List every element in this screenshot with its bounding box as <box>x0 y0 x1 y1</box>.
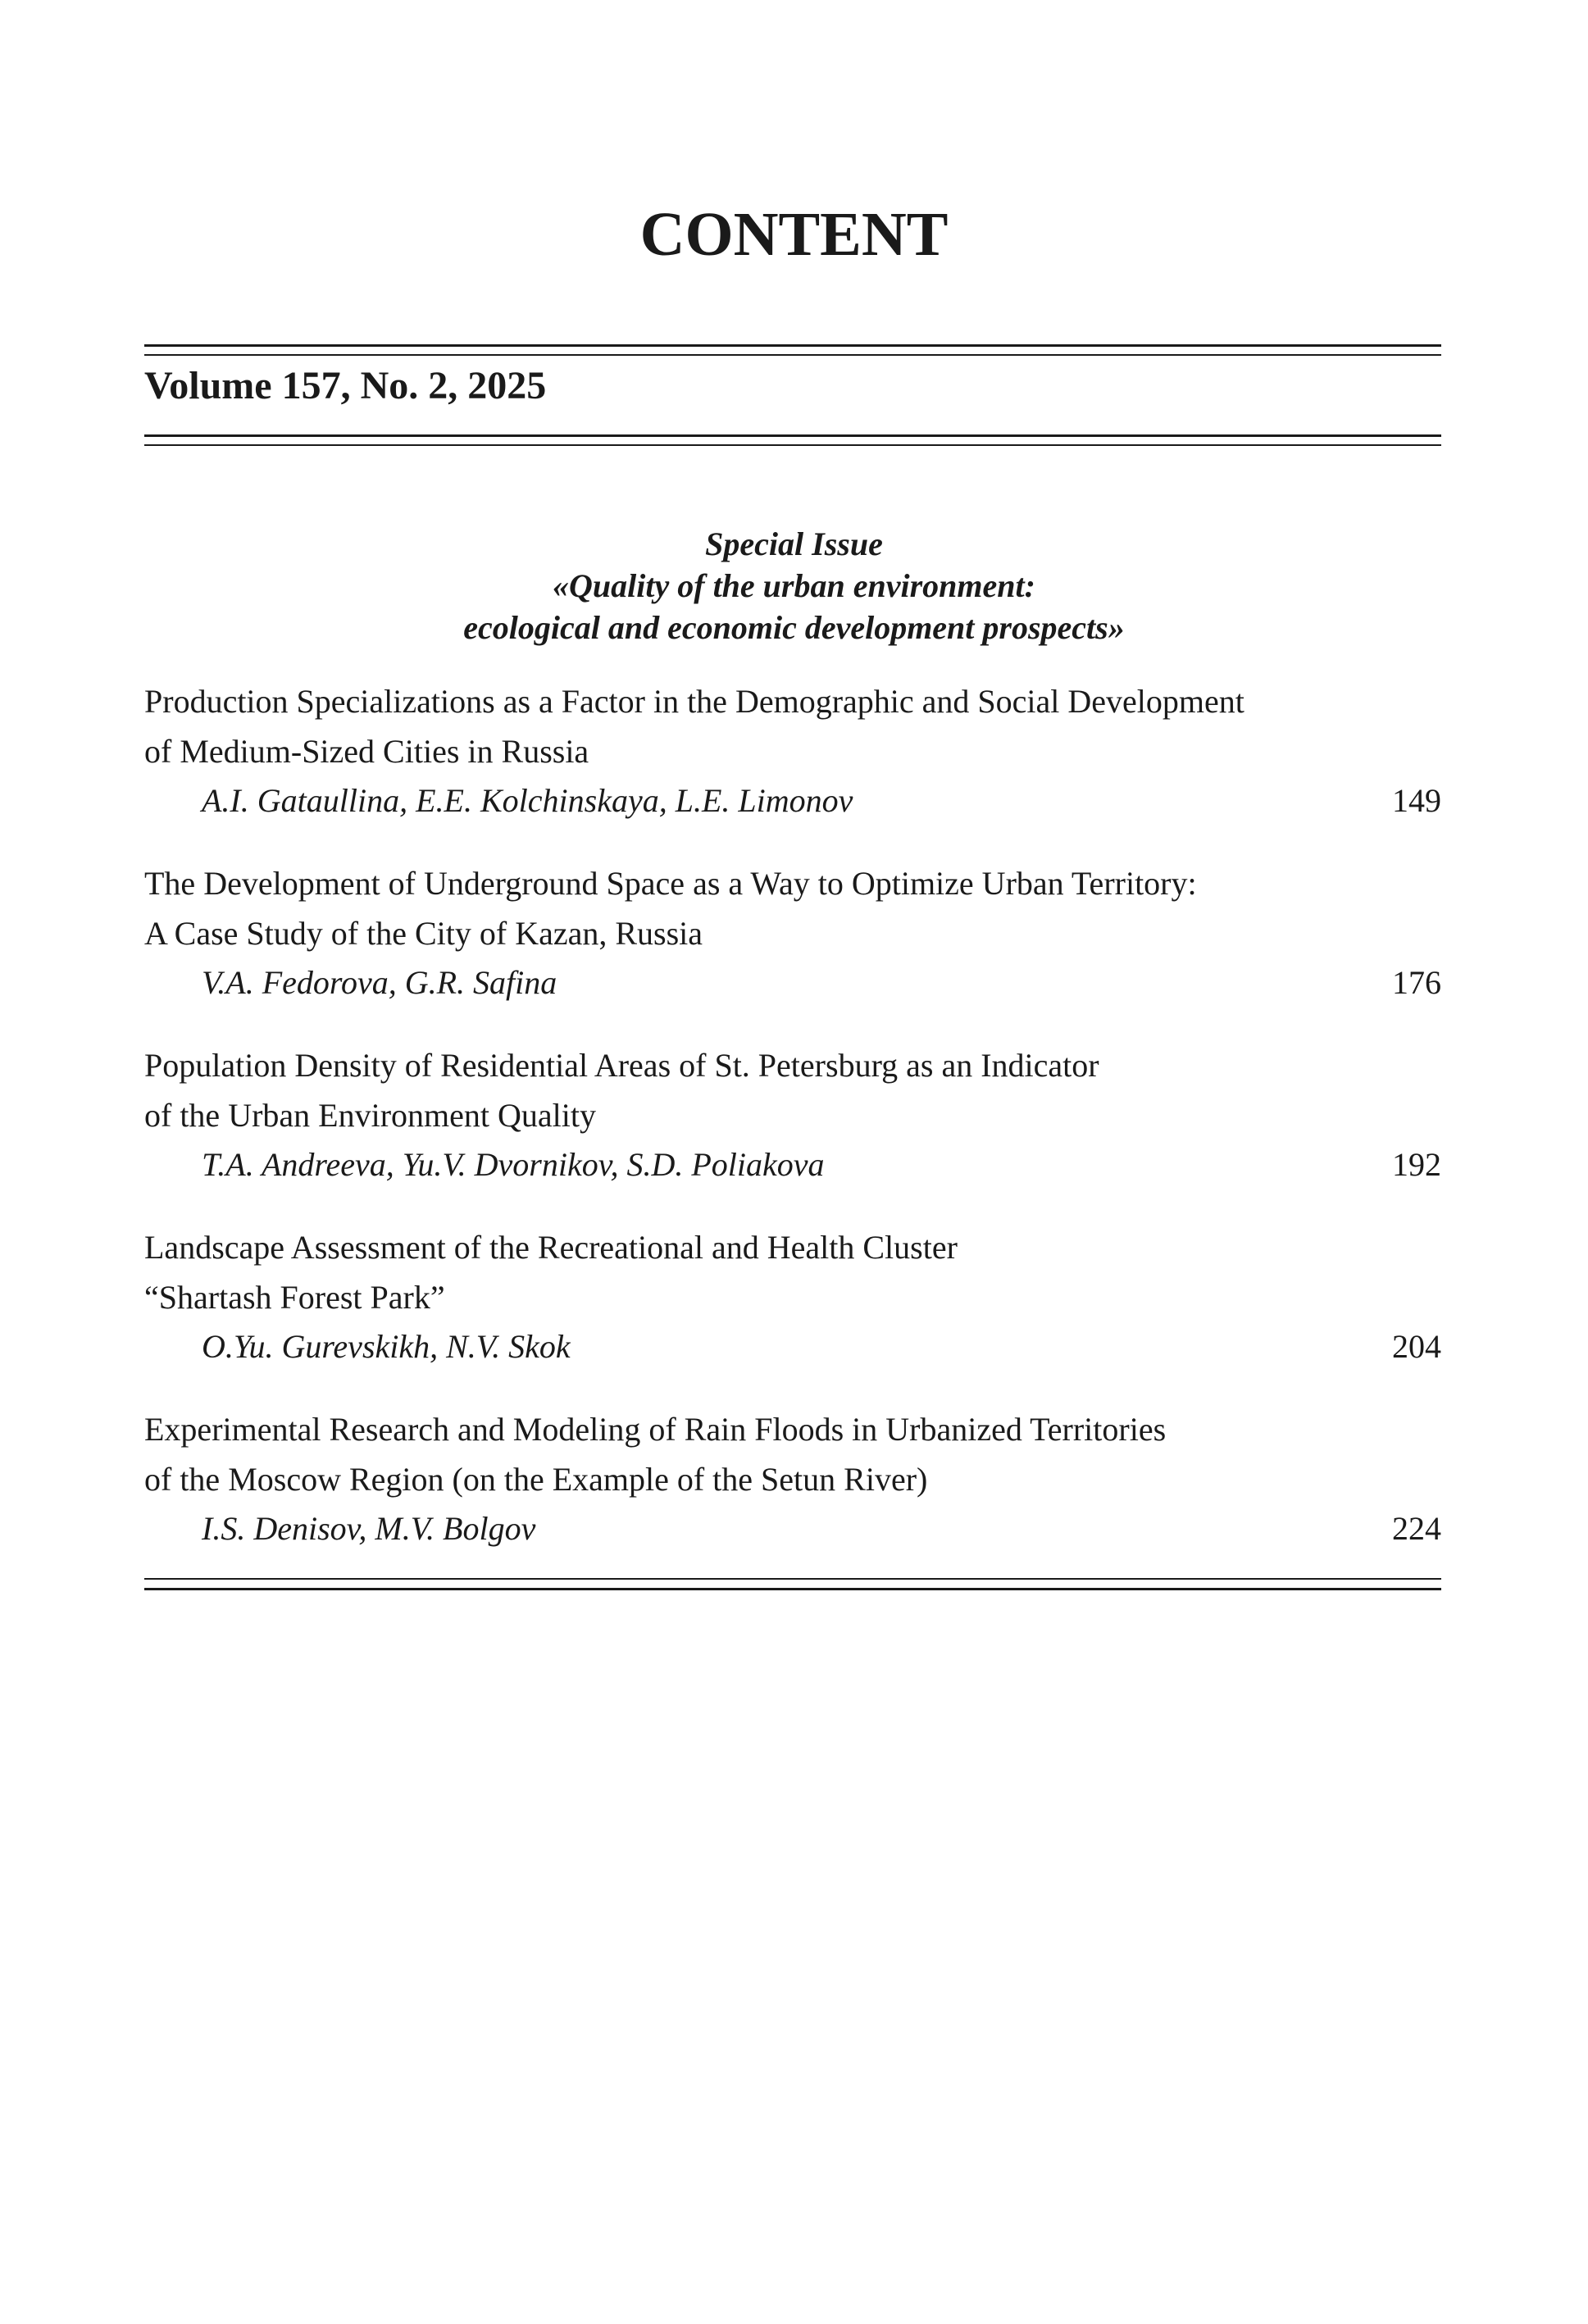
article-authors: O.Yu. Gurevskikh, N.V. Skok <box>202 1328 571 1365</box>
article-title-line: of the Urban Environment Quality <box>144 1097 596 1134</box>
article-meta <box>144 1504 1441 1553</box>
article-title-line: The Development of Underground Space as a Way to Optimize Urban Territory: <box>144 865 1197 902</box>
article-meta <box>144 958 1441 1007</box>
toc-entry[interactable] <box>144 1222 1441 1371</box>
toc-entry[interactable] <box>144 858 1441 1007</box>
article-authors: A.I. Gataullina, E.E. Kolchinskaya, L.E. Limonov <box>202 782 853 819</box>
article-title[interactable] <box>144 1040 1441 1140</box>
special-issue-title-line1: «Quality of the urban environment: <box>553 567 1035 604</box>
article-page-number: 192 <box>1392 1146 1441 1183</box>
article-authors: V.A. Fedorova, G.R. Safina <box>202 964 557 1001</box>
bottom-divider <box>144 1578 1441 1591</box>
article-title-line: Production Specializations as a Factor in the Demographic and Social Development <box>144 683 1244 720</box>
article-title-line: “Shartash Forest Park” <box>144 1279 445 1316</box>
article-meta <box>144 776 1441 825</box>
article-title[interactable] <box>144 676 1441 776</box>
article-page-number: 204 <box>1392 1328 1441 1365</box>
top-divider <box>144 344 1441 357</box>
toc-entry[interactable] <box>144 676 1441 825</box>
article-page-number: 176 <box>1392 964 1441 1001</box>
toc-entry[interactable] <box>144 1040 1441 1189</box>
article-meta <box>144 1140 1441 1189</box>
special-issue-heading <box>0 523 1588 648</box>
article-title-line: of Medium-Sized Cities in Russia <box>144 733 589 770</box>
page-title: CONTENT <box>639 200 949 269</box>
toc-entry[interactable] <box>144 1404 1441 1553</box>
article-title-line: A Case Study of the City of Kazan, Russia <box>144 915 703 952</box>
article-page-number: 149 <box>1392 782 1441 819</box>
article-authors: T.A. Andreeva, Yu.V. Dvornikov, S.D. Poliakova <box>202 1146 825 1183</box>
article-title-line: of the Moscow Region (on the Example of the Setun River) <box>144 1461 928 1498</box>
table-of-contents <box>144 676 1441 1586</box>
article-title[interactable] <box>144 1404 1441 1504</box>
article-title-line: Landscape Assessment of the Recreational and Health Cluster <box>144 1229 958 1266</box>
volume-heading: Volume 157, No. 2, 2025 <box>144 364 547 407</box>
volume-divider <box>144 434 1441 448</box>
article-title[interactable] <box>144 1222 1441 1322</box>
article-meta <box>144 1322 1441 1371</box>
article-title-line: Population Density of Residential Areas of St. Petersburg as an Indicator <box>144 1047 1099 1084</box>
article-title[interactable] <box>144 858 1441 958</box>
article-page-number: 224 <box>1392 1510 1441 1547</box>
article-title-line: Experimental Research and Modeling of Rain Floods in Urbanized Territories <box>144 1411 1167 1448</box>
special-issue-title-line2: ecological and economic development prospects» <box>463 609 1125 646</box>
special-issue-label: Special Issue <box>705 525 883 562</box>
article-authors: I.S. Denisov, M.V. Bolgov <box>202 1510 536 1547</box>
